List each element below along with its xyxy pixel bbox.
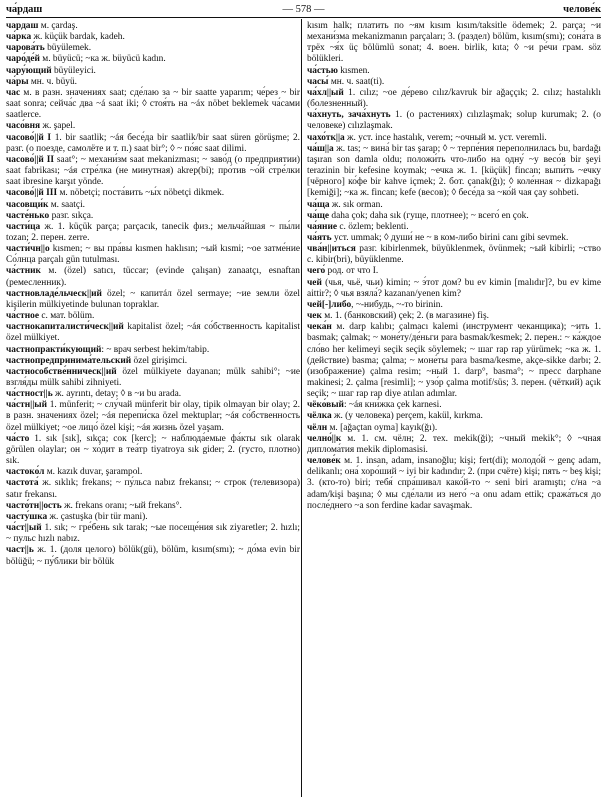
dictionary-entry [6,155,300,188]
entry-headword: ча́ры [6,76,29,87]
dictionary-entry [307,110,601,132]
entry-definition: ж. şapel. [40,121,76,132]
dictionary-entry [6,512,300,523]
entry-definition: 1. sık [sık], sıkça; сок [kerc]; ~ наблюда́емые фа́кты sık olarak görülen olaylar; он ~ хо́дит в теа́тр tiyatroya sık gider; 2. (густо, плотно) sık. [6,433,300,467]
dictionary-entry [6,88,300,121]
entry-definition: : ~ врач serbest hekim/tabip. [101,344,210,355]
dictionary-entry [6,66,300,77]
entry-definition: с. мат. bölüm. [39,311,95,322]
dictionary-entry [6,545,300,567]
dictionary-entry [6,54,300,65]
dictionary-entry [307,244,601,266]
dictionary-entry [307,423,601,434]
entry-headword: ча́стност||ь [6,389,53,400]
entry-headword: часо́вня [6,121,41,132]
dictionary-entry [6,266,300,288]
entry-definition: мн. ч. saat(ti). [328,76,385,87]
entry-headword: частоко́л [6,467,45,478]
entry-definition: уст. ummak; ◊ души́ не ~ в ком-либо birini canı gibi sevmek. [331,232,569,243]
entry-headword: ча́ще [307,210,330,221]
entry-definition: 1. bir saatlik; ~áя бесе́да bir saatlik/bir saat süren görüşme; 2. разг. (о поезде, самолёте и т. п.) saat bir°; ◊ ~ по́яс saat dilimi. [6,132,300,154]
entry-headword: часы́ [307,76,329,87]
entry-definition: özel girişimci. [131,355,188,366]
entry-headword: чёлн [307,422,328,433]
dictionary-entry [307,222,601,233]
page-header [6,2,601,17]
entry-headword: ча́яние [307,221,338,232]
entry-headword: ча́ща [307,199,330,210]
entry-definition: с. özlem; beklenti. [337,221,409,232]
entry-headword: ча́хл||ый [307,87,344,98]
entry-definition: 1. cılız; ~ое де́рево cılız/kavruk bir ağaççık; 2. cılız; hastalıklı (болезненный). [307,87,601,110]
dictionary-entry [6,311,300,322]
entry-definition: ж. frekans oranı; ~ый frekans°. [61,500,182,511]
entry-definition: м. [ağaçtan oyma] kayık(ğı). [327,422,438,433]
entry-headword: чахо́тк||а [307,132,345,143]
entry-headword: ча́стник [6,266,41,277]
entry-definition: ж. 1. küçük parça; parçacık, tanecik физ.; мельча́йшая ~ пы́ли tozan; 2. перен. zerre. [6,221,300,243]
entry-definition: род. от что I. [325,266,379,277]
entry-headword: часту́шка [6,511,48,522]
entry-definition: м. kazık duvar, şarampol. [44,467,143,478]
entry-definition: м. (özel) satıcı, tüccar; (evinde çalışan) zanaatçı, esnaftan (ремесленник). [6,266,300,288]
dictionary-entry [307,300,601,311]
dictionary-entry [307,21,601,66]
entry-definition: : ~áя кни́жка çek karnesi. [343,400,442,411]
entry-definition: разг. sıkça. [49,210,94,221]
entry-headword: ча́сто [6,433,30,444]
entry-definition: kısmen. [337,65,370,76]
entry-definition: (чья, чьё, чьи) kimin; ~ э́тот дом? bu ev kimin [malıdır]?, bu ev kime aittir?; ◊ чья взяла́? kazanan/yenen kim? [307,277,601,299]
entry-definition: м. darp kalıbı; çalmacı kalemi (инструмент чеканщика); ~ить 1. basmak; çalmak; ~ моне́ту/де́ньги para basmak/kesmek; 2. перен.: ~ ка́ждое сло́во her kelimeyi seçik seçik söylemek; ~ шаг rap rap yürümek; ~ка ж. 1. (действие) basma; çalma; ~ моне́ты para basma/kesme, akçe-sikke darbı; 2. (изображение) çalma resim; ~ный 1. darp°, basma°; ~ пресс darphane makinesi; 2. çalma [resimli]; ~ узо́р çalma motif/süs; 3. перен. (чёткий) açık seçik; ~ шаг rap rap diye atılan adımlar. [307,322,601,400]
dictionary-entry [6,322,300,344]
entry-definition: ж. çastuşka (bir tür mani). [47,511,148,522]
entry-definition: м. 1. insan, adam, insanoğlu; kişi; fert(di); молодо́й ~ genç adam, delikanlı; она́ хоро́ший ~ iyi bir kadındır; 2. (при счёте) kişi; пять ~ beş kişi; 3. (кто-то) biri; тебя́ спра́шивал како́й-то ~ seni biri aramıştı; с/на ~а adam/kişi başına; ◊ мы сде́лали из него́ ~а onu adam ettik; сража́ться до после́днего ~а son ferdine kadar savaşmak. [307,456,601,511]
dictionary-entry [6,367,300,389]
dictionary-entry [307,200,601,211]
entry-headword: части́ца [6,221,41,232]
entry-definition: м. büyücü; ~ка ж. büyücü kadın. [39,54,166,65]
entry-definition: daha çok; daha sık (гуще, плотнее); ~ всего́ en çok. [329,210,529,221]
dictionary-entry [307,144,601,200]
entry-headword: частота́ [6,478,39,489]
dictionary-entry [6,188,300,199]
entry-headword: частнокапиталисти́ческ||ий [6,322,124,333]
entry-headword: часово́||й I [6,132,52,143]
dictionary-entry [6,121,300,132]
entry-definition: büyüleyici. [51,65,96,76]
entry-headword: ча́стное [6,311,39,322]
entry-definition: ж. sık orman. [329,199,383,210]
dictionary-entry [307,88,601,110]
dictionary-entry [6,434,300,467]
dictionary-entry [307,278,601,300]
entry-headword: часовщи́к [6,199,49,210]
entry-headword: ча́рка [6,32,32,43]
entry-headword: чёлка [307,411,332,422]
entry-definition: özel mülkiyete dayanan; mülk sahibi°; ~ие взгля́ды mülk sahibi zihniyeti. [6,366,300,388]
entry-headword: часте́нько [6,210,50,221]
dictionary-entry [6,32,300,43]
left-column [6,21,300,798]
dictionary-entry [307,66,601,77]
entry-definition: özel; ~ капитáл özel sermaye; ~ие земли özel kişilerin mülkiyetinde bulunan topraklar. [6,288,300,310]
dictionary-entry [6,43,300,54]
entry-headword: ча́рда́ш [6,21,39,31]
dictionary-entry [6,289,300,311]
dictionary-entry [307,411,601,422]
dictionary-entry [6,21,300,32]
dictionary-entry [6,400,300,433]
entry-definition: 1. münferit; ~ слу́чай münferit bir olay, tipik olmayan bir olay; 2. в разн. значениях özel; ~áя перепи́ска özel mektuplar; ~áя со́бственность özel mülkiyet; ~ое лицо́ özel kişi; ~áя жизнь özel yaşam. [6,400,300,433]
entry-headword: ча́хнуть, зача́хнуть [307,110,391,121]
dictionary-entry [307,456,601,512]
entry-headword: челно́||к [307,433,342,444]
entry-headword: частнопредпринима́тельский [6,355,132,366]
entry-headword: челове́к [307,456,341,467]
entry-definition: , ~-нибудь, ~-то birinin. [351,299,443,310]
dictionary-entry [307,233,601,244]
dictionary-entry [6,211,300,222]
entry-headword: ча́стн||ый [6,400,47,411]
dictionary-entry [307,322,601,400]
entry-headword: чей[-]либо [307,299,352,310]
entry-headword: части́чн||о [6,244,50,255]
entry-definition: ж. 1. (доля целого) bölük(gü), bölüm, kısım(smı); ~ до́ма evin bir bölüğü; ~ пу́блики bir bölük [6,545,300,567]
dictionary-entry [6,356,300,367]
dictionary-entry [307,211,601,222]
entry-definition: м. çardaş. [38,21,78,31]
entry-definition: ж. küçük bardak, kadeh. [31,32,125,43]
entry-headword: чару́ющий [6,65,52,76]
column-divider [301,19,302,797]
entry-headword: чек [307,311,322,322]
entry-definition: ж. уст. ince hastalık, verem; ~очный м. уст. veremli. [344,132,547,143]
dictionary-entry [6,345,300,356]
entry-definition: büyülemek. [44,43,92,54]
entry-definition: м. в разн. значениях saat; сде́лаю за ~ bir saatte yaparım; че́рез ~ bir saat sonra; сейча́с два ~á saat iki; ◊ стоя́ть на ~áх nöbet beklemek ча́сами saatlerce. [6,87,300,121]
entry-headword: ча́ст||ый [6,523,42,534]
entry-headword: ча́стью [307,65,338,76]
entry-definition: ж. tas; ~ вина́ bir tas şarap; ◊ ~ терпе́ния переполнилась bu, bardağı taşıran son damla oldu; положи́ть что-либо на одну́ ~у весо́в bir şeyi terazinin bir kefesine koymak; ~ечка ж. 1. [küçük] fincan; выпи́ть ~ечку [чёрного] ко́фе bir kahve içmek; 2. бот. çanak(ğı); ◊ коле́нная ~ dizkapağı [kemiği]; ~ка ж. fincan; kefe (весов); ◊ бесе́да за ~ко́й чая çay sohbeti. [307,143,601,199]
entry-definition: saat°; ~ механи́зм saat mekanizması; ~ заво́д (о предприятии) saat fabrikası; ~áя стре́лка (не минутная) akrep(bi); про́тив ~о́й стре́лки saat ibresine karşıt yönde. [6,154,300,188]
entry-headword: чего́ [307,266,326,277]
entry-headword: чарова́ть [6,43,45,54]
entry-definition: м. saatçi. [48,199,86,210]
dictionary-entry [6,478,300,500]
dictionary-entry [6,501,300,512]
dictionary-entry [6,467,300,478]
entry-headword: частновладе́льческ||ий [6,288,102,299]
dictionary-entry [307,311,601,322]
dictionary-entry [6,133,300,155]
entry-headword: частнопракти́кующий [6,344,102,355]
entry-definition: мн. ч. büyü. [28,76,77,87]
page-number: — 578 — [282,4,325,15]
entry-definition: разг. kibirlenmek, büyüklenmek, övünmek; ~ый kibirli; ~ство с. kibir(bri), büyüklenme. [307,244,601,266]
dictionary-entry [6,77,300,88]
entry-definition: ж. ayrıntı, detay; ◊ в ~и bu arada. [52,389,182,400]
entry-definition: м. 1. см. чёлн; 2. тех. mekik(ği); ~чный mekik°; ◊ ~чная диплома́тия mekik diplomasisi. [307,433,601,455]
entry-headword: часто́тн||ость [6,500,62,511]
entry-headword: частнособстве́нническ||ий [6,366,117,377]
dictionary-entry [307,133,601,144]
dictionary-entry [6,244,300,266]
dictionary-entry [307,434,601,456]
entry-headword: част||ь [6,545,34,556]
dictionary-entry [6,389,300,400]
entry-definition: ж. (у человека) perçem, kakül, kırkma. [331,411,483,422]
dictionary-entry [6,222,300,244]
entry-definition: kısım halk; плати́ть по ~ям kısım kısım/taksitle ödemek; 2. parça; ~и механи́зма mekanizmanın parçaları; 3. (раздел) bölüm, kısım(smı); сона́та в трёх ~я́х üç bölümlü sonat; 4. воен. birlik, kıta; ◊ ~и ре́чи грам. söz bölükleri. [307,21,601,65]
right-running-head: челове́к [563,4,601,15]
entry-definition: kısmen; ~ вы пра́вы kısmen haklısın; ~ый kısmi; ~ое затме́ние Со́лнца parçalı gün tutulması. [6,244,300,266]
entry-headword: часово́||й II [6,154,54,165]
entry-headword: чей [307,277,322,288]
entry-headword: чека́н [307,322,332,333]
dictionary-entry [307,77,601,88]
entry-definition: 1. sık; ~ гре́бень sık tarak; ~ые посеще́ния sık ziyaretler; 2. hızlı; ~ пульс hızlı nabız. [6,523,300,545]
dictionary-entry [6,523,300,545]
header-rule [6,17,601,18]
dictionary-entry [6,200,300,211]
entry-headword: чва́н||иться [307,244,356,255]
entry-definition: ж. sıklık; frekans; ~ пу́льса nabız frekansı; ~ строк (телевизора) satır frekansı. [6,478,300,500]
entry-headword: ча́ять [307,232,332,243]
dictionary-entry [307,400,601,411]
dictionary-entry [307,266,601,277]
entry-definition: м. 1. (банковский) çek; 2. (в магазине) fiş. [321,311,489,322]
entry-headword: час [6,87,21,98]
entry-definition: 1. (о растениях) cılızlaşmak; solup kurumak; 2. (о человеке) cılızlaşmak. [307,110,601,132]
entry-headword: ча́ш||а [307,143,334,154]
right-column [307,21,601,798]
entry-definition: м. nöbetçi; поста́вить ~ы́х nöbetçi dikmek. [57,188,225,199]
entry-definition: kapitalist özel; ~áя со́бственность kapitalist özel mülkiyet. [6,322,300,344]
left-running-head: ча́рдаш [6,4,43,15]
entry-headword: чёко́вый [307,400,344,411]
entry-headword: чаро́де́й [6,54,40,65]
entry-headword: часово́||й III [6,188,58,199]
